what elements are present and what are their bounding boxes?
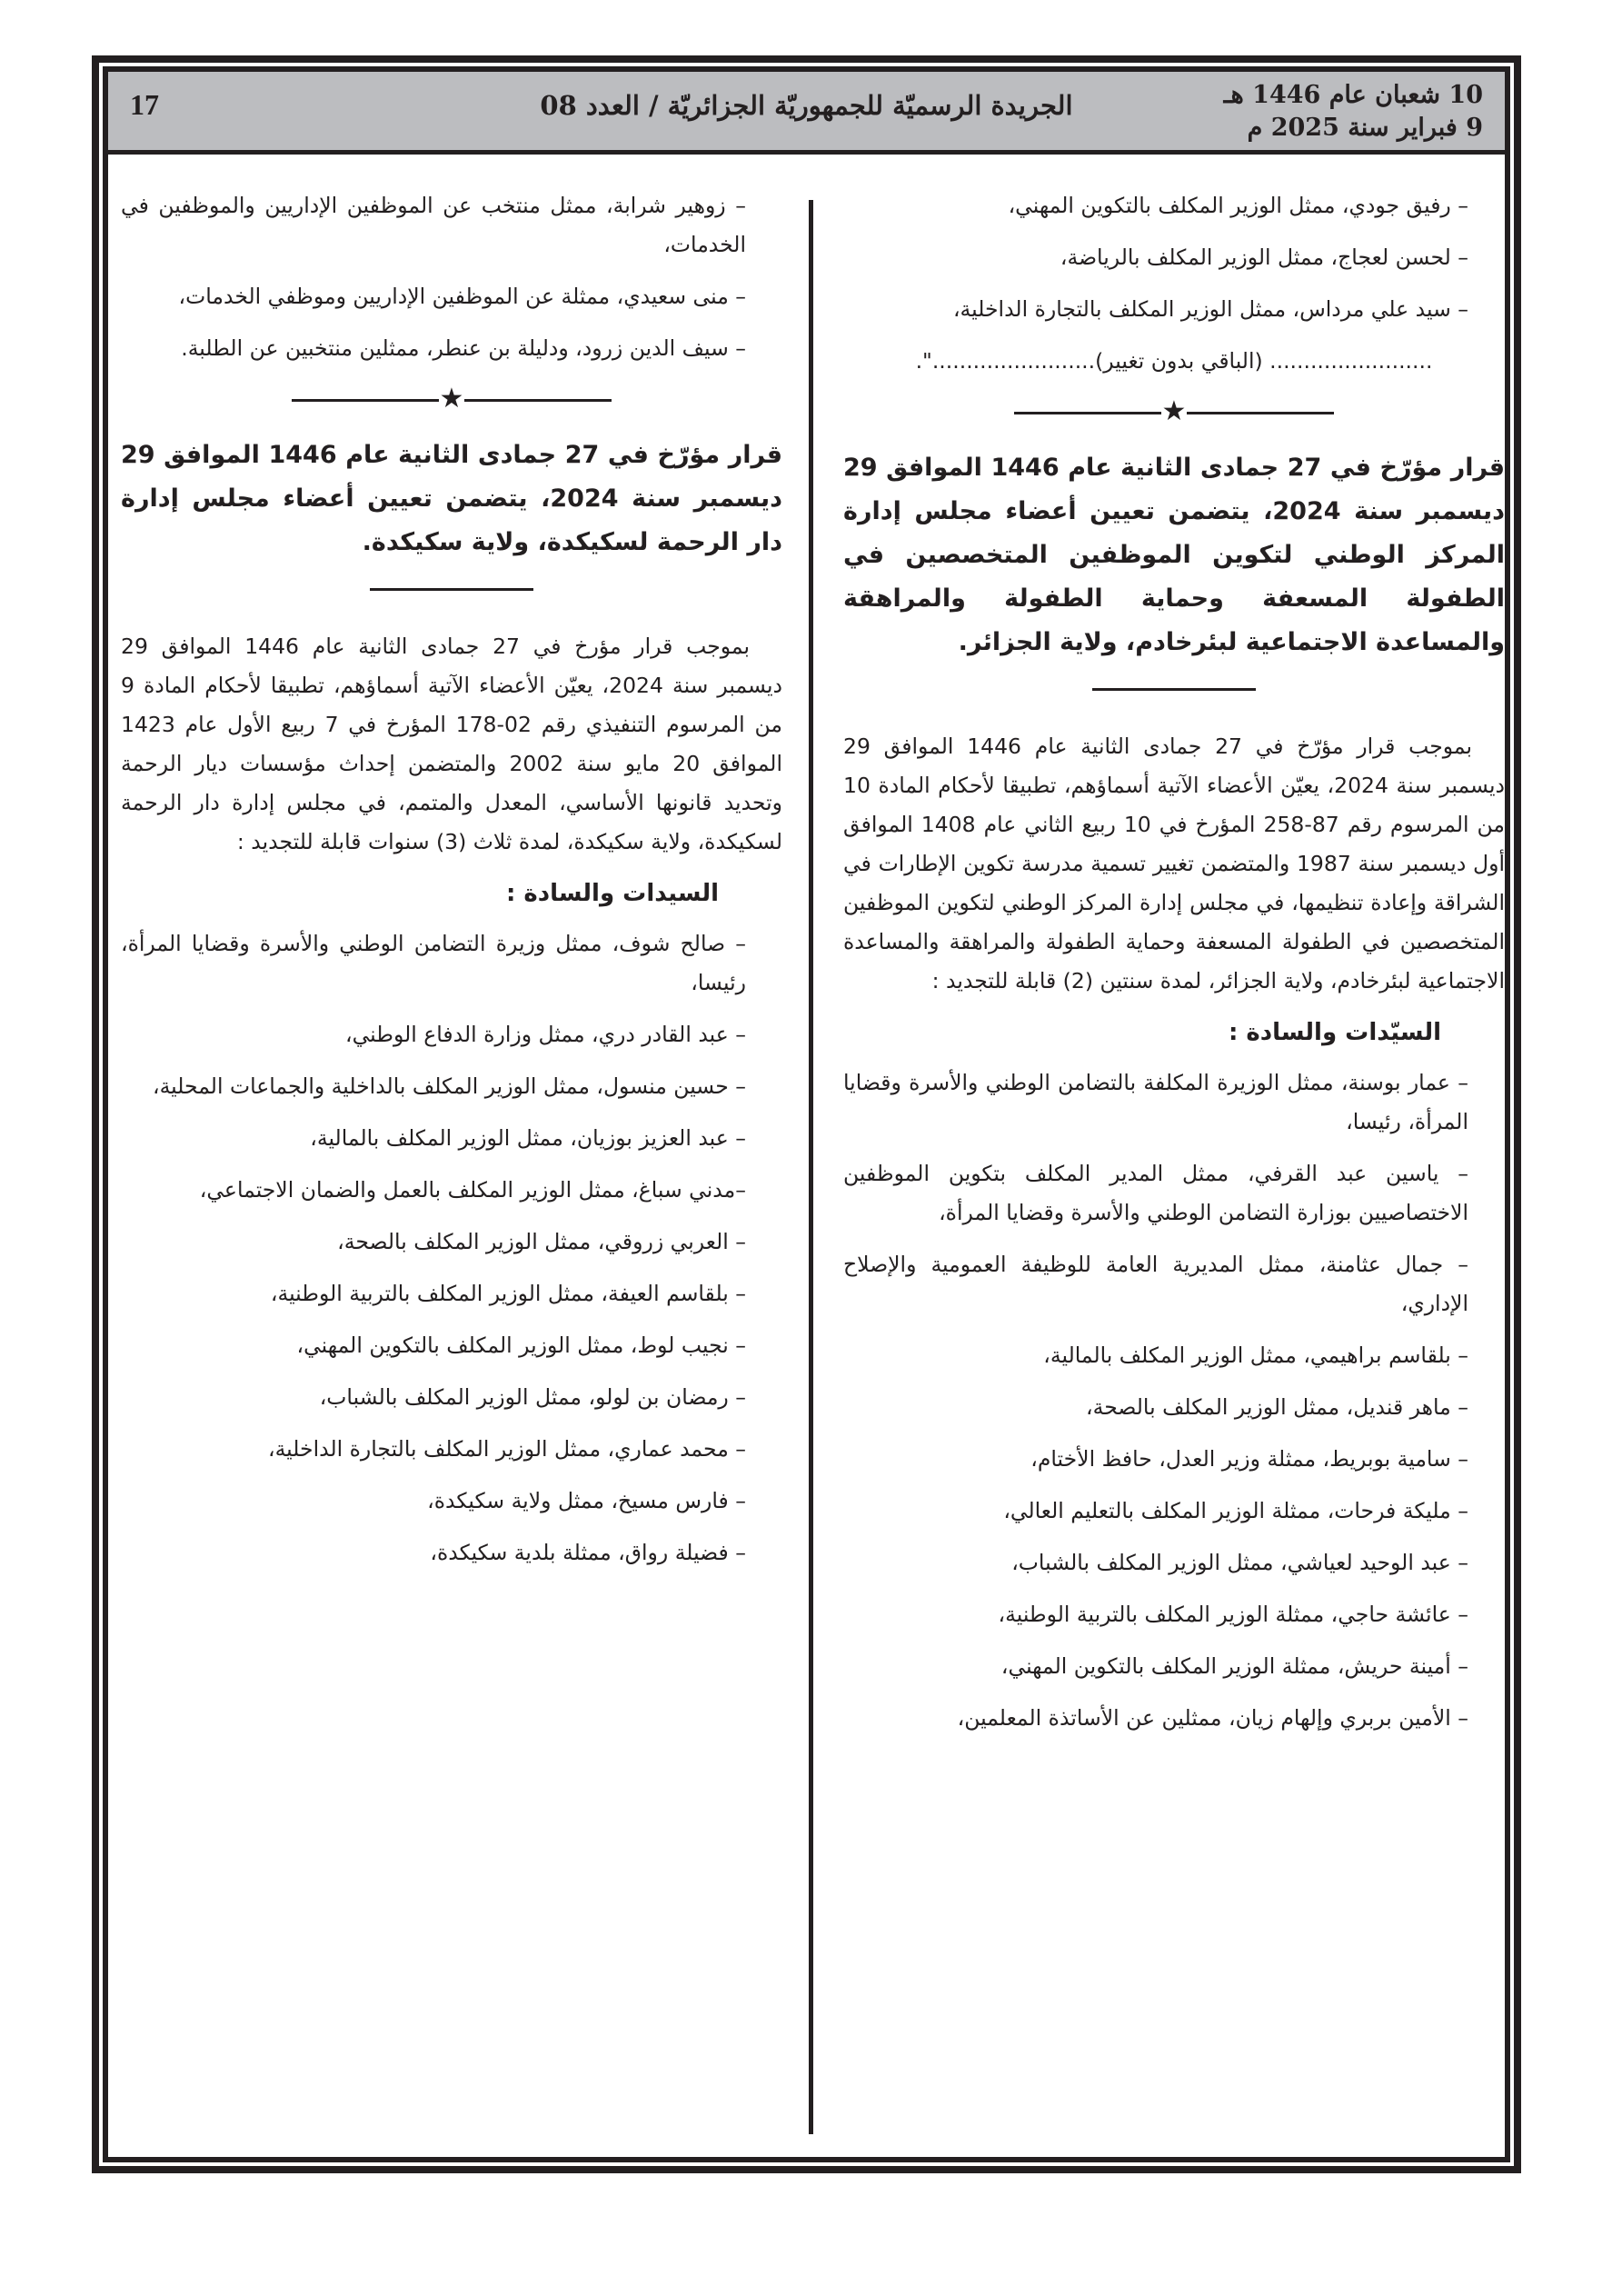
member-item: – رمضان بن لولو، ممثل الوزير المكلف بالشباب، <box>319 1384 746 1410</box>
right-column <box>843 186 1505 1751</box>
member-item: – نجيب لوط، ممثل الوزير المكلف بالتكوين المهني، <box>296 1333 746 1358</box>
star-icon: ★ <box>439 383 464 414</box>
star-separator <box>121 381 782 417</box>
gregorian-date: 9 فبراير سنة 2025 م <box>1247 114 1483 142</box>
member-item: – أمينة حريش، ممثلة الوزير المكلف بالتكوين المهني، <box>1000 1653 1468 1679</box>
separator-line <box>1187 412 1334 414</box>
member-item: –مدني سباغ، ممثل الوزير المكلف بالعمل والضمان الاجتماعي، <box>199 1177 746 1203</box>
member-item: – عمار بوسنة، ممثل الوزيرة المكلفة بالتضامن الوطني والأسرة وقضايا المرأة، رئيسا، <box>843 1070 1468 1134</box>
page-number: 17 <box>130 88 159 121</box>
left-column <box>121 186 782 1585</box>
member-item: – ياسين عبد القرفي، ممثل المدير المكلف بتكوين الموظفين الاختصاصيين بوزارة التضامن الوطني والأسرة وقضايا المرأة، <box>843 1161 1468 1225</box>
member-item: – عائشة حاجي، ممثلة الوزير المكلف بالتربية الوطنية، <box>998 1602 1468 1627</box>
page-header <box>108 72 1505 155</box>
member-item: – ماهر قنديل، ممثل الوزير المكلف بالصحة، <box>1086 1394 1468 1420</box>
members-heading: السيدات والسادة : <box>505 880 719 907</box>
member-item: – عبد العزيز بوزيان، ممثل الوزير المكلف بالمالية، <box>310 1125 746 1151</box>
member-item: – جمال عثامنة، ممثل المديرية العامة للوظيفة العمومية والإصلاح الإداري، <box>843 1252 1468 1316</box>
member-item: – عبد الوحيد لعياشي، ممثل الوزير المكلف بالشباب، <box>1011 1550 1468 1575</box>
member-item: – العربي زروقي، ممثل الوزير المكلف بالصحة، <box>337 1229 746 1254</box>
separator-line <box>1014 412 1161 414</box>
star-separator <box>843 394 1505 430</box>
member-item: – صالح شوف، ممثل وزيرة التضامن الوطني والأسرة وقضايا المرأة، رئيسا، <box>121 931 746 995</box>
list-item: – رفيق جودي، ممثل الوزير المكلف بالتكوين المهني، <box>1008 193 1468 218</box>
list-item: – سيد علي مرداس، ممثل الوزير المكلف بالتجارة الداخلية، <box>952 296 1468 322</box>
column-divider <box>809 200 813 2134</box>
list-item: – زوهير شرابة، ممثل منتخب عن الموظفين الإداريين والموظفين في الخدمات، <box>121 193 746 257</box>
list-item: – لحسن لعجاج، ممثل الوزير المكلف بالرياضة، <box>1060 245 1468 270</box>
member-item: – حسين منسول، ممثل الوزير المكلف بالداخلية والجماعات المحلية، <box>152 1073 746 1099</box>
member-item: – فضيلة رواق، ممثلة بلدية سكيكدة، <box>430 1540 746 1565</box>
member-item: – بلقاسم براهيمي، ممثل الوزير المكلف بالمالية، <box>1043 1343 1468 1368</box>
decision-body: بموجب قرار مؤرّخ في 27 جمادى الثانية عام 1446 الموافق 29 ديسمبر سنة 2024، يعيّن الأعضاء الآتية أسماؤهم، تطبيقا لأحكام المادة 10 من المرسوم رقم 87-258 المؤرخ في 10 ربيع الثاني عام 1408 الموافق أول ديسمبر سنة 1987 والمتضمن تغيير تسمية مدرسة تكوين الإطارات في الشراقة وإعادة تنظيمها، في مجلس إدارة المركز الوطني لتكوين الموظفين المتخصصين في الطفولة المسعفة وحماية الطفولة والمراهقة والمساعدة الاجتماعية لبئرخادم، ولاية الجزائر، لمدة سنتين (2) قابلة للتجديد : <box>843 734 1506 993</box>
gazette-title: الجريدة الرسميّة للجمهوريّة الجزائريّة / العدد 08 <box>540 90 1073 121</box>
member-item: – بلقاسم العيفة، ممثل الوزير المكلف بالتربية الوطنية، <box>270 1281 746 1306</box>
member-item: – الأمين بربري وإلهام زيان، ممثلين عن الأساتذة المعلمين، <box>957 1705 1468 1731</box>
list-item: – سيف الدين زرود، ودليلة بن عنطر، ممثلين منتخبين عن الطلبة. <box>181 335 746 361</box>
separator-line <box>464 399 612 402</box>
separator-line <box>370 588 533 591</box>
list-item: – منى سعيدي، ممثلة عن الموظفين الإداريين وموظفي الخدمات، <box>178 284 746 309</box>
decision-body: بموجب قرار مؤرخ في 27 جمادى الثانية عام 1446 الموافق 29 ديسمبر سنة 2024، يعيّن الأعضاء الآتية أسماؤهم، تطبيقا لأحكام المادة 9 من المرسوم التنفيذي رقم 02-178 المؤرخ في 7 ربيع الأول عام 1423 الموافق 20 مايو سنة 2002 والمتضمن إحداث مؤسسات ديار الرحمة وتحديد قانونها الأساسي، المعدل والمتمم، في مجلس إدارة دار الرحمة لسكيكدة، ولاية سكيكدة، لمدة ثلاث (3) سنوات قابلة للتجديد : <box>121 634 783 854</box>
star-icon: ★ <box>1161 395 1187 427</box>
member-item: – مليكة فرحات، ممثلة الوزير المكلف بالتعليم العالي، <box>1003 1498 1468 1523</box>
remainder-note: ........................ (الباقي بدون تغيير)........................". <box>915 348 1433 374</box>
member-item: – فارس مسيخ، ممثل ولاية سكيكدة، <box>427 1488 746 1513</box>
separator-line <box>1092 688 1256 691</box>
decision-title: قرار مؤرّخ في 27 جمادى الثانية عام 1446 الموافق 29 ديسمبر سنة 2024، يتضمن تعيين أعضاء مجلس إدارة المركز الوطني لتكوين الموظفين المتخصصين في الطفولة المسعفة وحماية الطفولة والمراهقة والمساعدة الاجتماعية لبئرخادم، ولاية الجزائر. <box>843 454 1505 656</box>
hijri-date: 10 شعبان عام 1446 هـ <box>1223 81 1483 109</box>
decision-title: قرار مؤرّخ في 27 جمادى الثانية عام 1446 الموافق 29 ديسمبر سنة 2024، يتضمن تعيين أعضاء مجلس إدارة دار الرحمة لسكيكدة، ولاية سكيكدة. <box>121 441 782 556</box>
member-item: – محمد عماري، ممثل الوزير المكلف بالتجارة الداخلية، <box>268 1436 746 1462</box>
separator-line <box>292 399 439 402</box>
members-heading: السيّدات والسادة : <box>1228 1019 1441 1046</box>
member-item: – عبد القادر دري، ممثل وزارة الدفاع الوطني، <box>344 1022 746 1047</box>
member-item: – سامية بوبريط، ممثلة وزير العدل، حافظ الأختام، <box>1030 1446 1468 1472</box>
